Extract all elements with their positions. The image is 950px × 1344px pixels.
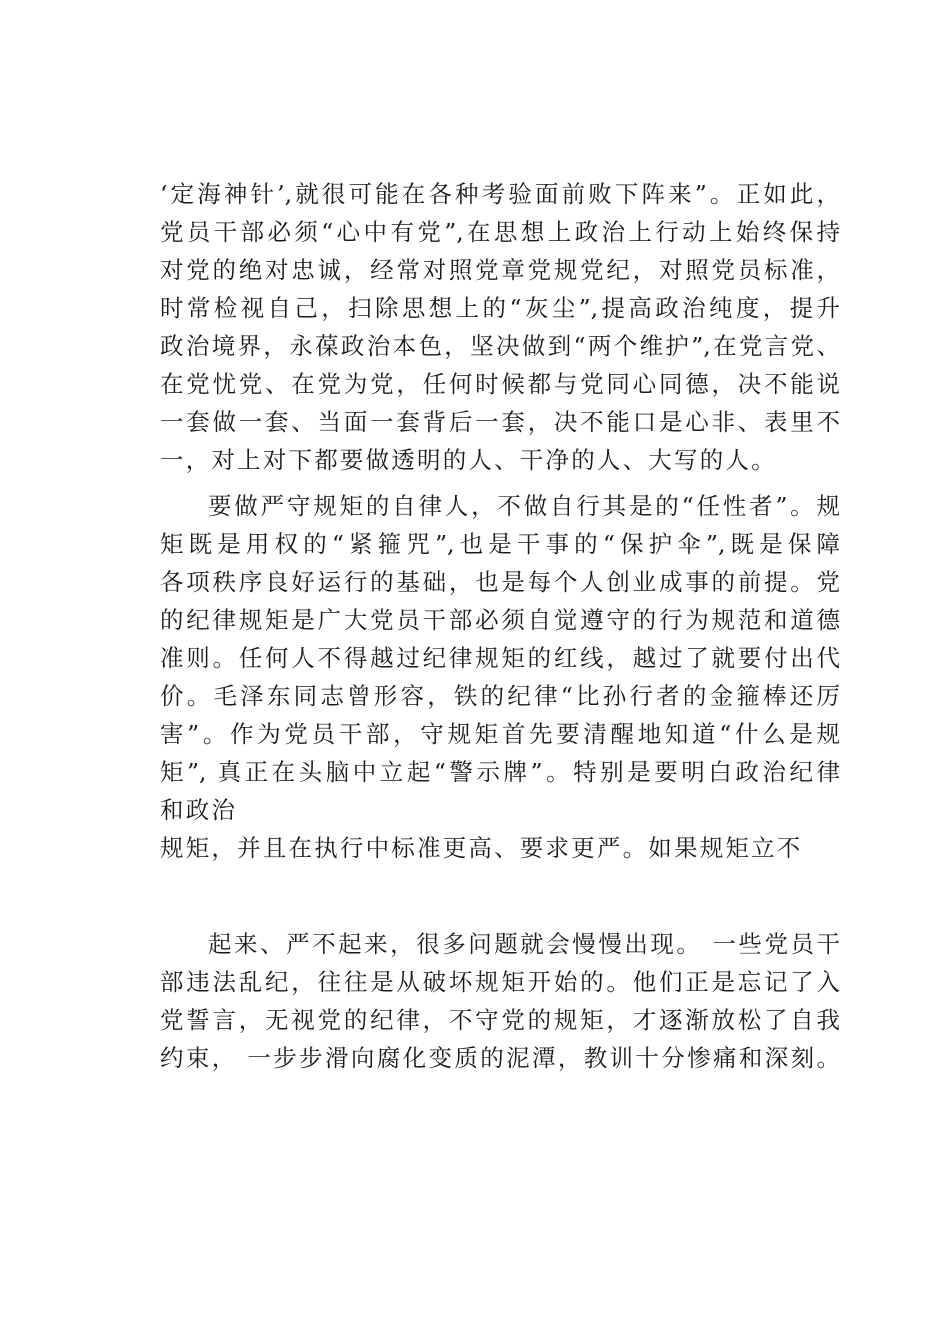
paragraph-3-line-1: 起来、严不起来，很多问题就会慢慢出现。 一些党员干 (208, 930, 840, 958)
paragraph-3-line-3: 党誓言，无视党的纪律，不守党的规矩，才逐渐放松了自我 (160, 1006, 840, 1034)
paragraph-1-line-2: 党员干部必须“心中有党”,在思想上政治上行动上始终保持 (160, 218, 840, 246)
paragraph-2-line-5: 准则。任何人不得越过纪律规矩的红线，越过了就要付出代 (160, 644, 840, 672)
paragraph-2-line-3: 各项秩序良好运行的基础，也是每个人创业成事的前提。党 (160, 568, 840, 596)
paragraph-2-line-10: 规矩，并且在执行中标准更高、要求更严。如果规矩立不 (160, 834, 803, 862)
paragraph-1-line-8: 一，对上对下都要做透明的人、干净的人、大写的人。 (160, 446, 777, 474)
paragraph-1-line-3: 对党的绝对忠诚，经常对照党章党规党纪，对照党员标准， (160, 256, 840, 284)
paragraph-2-line-1: 要做严守规矩的自律人，不做自行其是的“任性者”。规 (208, 492, 840, 520)
paragraph-2-line-9: 和政治 (160, 796, 238, 824)
paragraph-1-line-5: 政治境界，永葆政治本色，坚决做到“两个维护”,在党言党、 (160, 332, 840, 360)
paragraph-1-line-1: ‘定海神针’,就很可能在各种考验面前败下阵来”。正如此， (160, 180, 840, 208)
paragraph-3-line-2: 部违法乱纪，往往是从破坏规矩开始的。他们正是忘记了入 (160, 968, 840, 996)
paragraph-1-line-6: 在党忧党、在党为党，任何时候都与党同心同德，决不能说 (160, 370, 840, 398)
paragraph-2-line-8: 矩”, 真正在头脑中立起“警示牌”。特别是要明白政治纪律 (160, 758, 840, 786)
paragraph-1-line-4: 时常检视自己，扫除思想上的“灰尘”,提高政治纯度，提升 (160, 294, 840, 322)
paragraph-2-line-4: 的纪律规矩是广大党员干部必须自觉遵守的行为规范和道德 (160, 606, 840, 634)
paragraph-1-line-7: 一套做一套、当面一套背后一套，决不能口是心非、表里不 (160, 408, 840, 436)
paragraph-2-line-7: 害”。作为党员干部，守规矩首先要清醒地知道“什么是规 (160, 720, 840, 748)
paragraph-2-line-6: 价。毛泽东同志曾形容，铁的纪律“比孙行者的金箍棒还厉 (160, 682, 840, 710)
paragraph-3-line-4: 约束， 一步步滑向腐化变质的泥潭，教训十分惨痛和深刻。 (160, 1044, 840, 1072)
paragraph-2-line-2: 矩既是用权的“紧箍咒”,也是干事的“保护伞”,既是保障 (160, 530, 840, 558)
